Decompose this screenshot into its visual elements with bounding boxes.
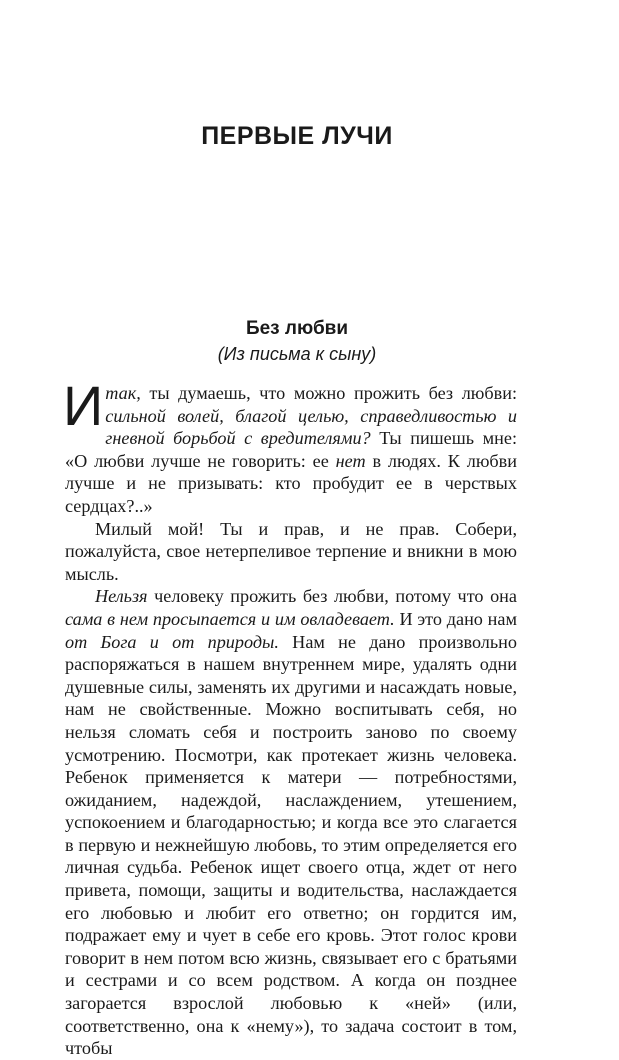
paragraph-1 (63, 374, 517, 518)
paragraph-2 (65, 518, 517, 586)
paragraph-1-italic-1: так, (105, 383, 141, 403)
drop-cap: И (63, 374, 104, 437)
paragraph-3-text-1: человеку прожить без любви, потому что она (147, 586, 517, 607)
paragraph-3-italic-3: от Бога и от природы. (65, 631, 279, 652)
paragraph-3-italic-2: сама в нем просыпается и им овладевает. (65, 608, 395, 629)
chapter-title: ПЕРВЫЕ ЛУЧИ (201, 122, 393, 150)
paragraph-1-text-1: ты думаешь, что можно прожить без любви: (140, 383, 517, 403)
paragraph-3-text-2: И это дано нам (394, 608, 517, 629)
paragraph-3-text-3: Нам не дано произвольно распоряжаться в нашем внутреннем мире, удалять одни душевные силы, заменять их другими и насаждать новые, нам не свойственные. Можно воспитывать себя, но нельзя сломать себя и построить заново по своему усмотрению. Посмотри, как протекает жизнь человека. Ребенок применяется к матери — потребностями, ожиданием, надеждой, наслаждением, утешением, успокоением и благодарностью; и когда все это слагается в первую и нежнейшую любовь, то этим определяется его личная судьба. Ребенок ищет своего отца, ждет от него привета, помощи, защиты и водительства, наслаждается его любовью и любит его ответно; он гордится им, подражает ему и чует в себе его кровь. Этот голос крови говорит в нем потом всю жизнь, связывает его с братьями и сестрами и со всем родством. А когда он позднее загорается взрослой любовью к «ней» (или, соответственно, она к «нему»), то задача состоит в том, чтобы (65, 631, 518, 1059)
section-subtitle: (Из письма к сыну) (217, 344, 377, 364)
paragraph-3 (65, 585, 517, 1059)
section-title: Без любви (245, 318, 349, 339)
paragraph-1-text-3: в людях. К любви лучше и не призывать: кто пробудит ее в черствых сердцах?..» (65, 450, 517, 516)
body-text (63, 374, 518, 1060)
paragraph-3-italic-1: Нельзя (95, 586, 148, 607)
paragraph-1-italic-2: сильной волей, благой целью, справедливостью и гневной борьбой с вредителями? (105, 405, 517, 449)
paragraph-1-text-2: Ты пишешь мне: «О любви лучше не говорить: ее (65, 428, 517, 471)
paragraph-2-text-1: Милый мой! Ты и прав, и не прав. Собери, пожалуйста, свое нетерпеливое терпение и вникни в мою мысль. (65, 518, 517, 584)
paragraph-1-italic-3: нет (335, 450, 366, 471)
